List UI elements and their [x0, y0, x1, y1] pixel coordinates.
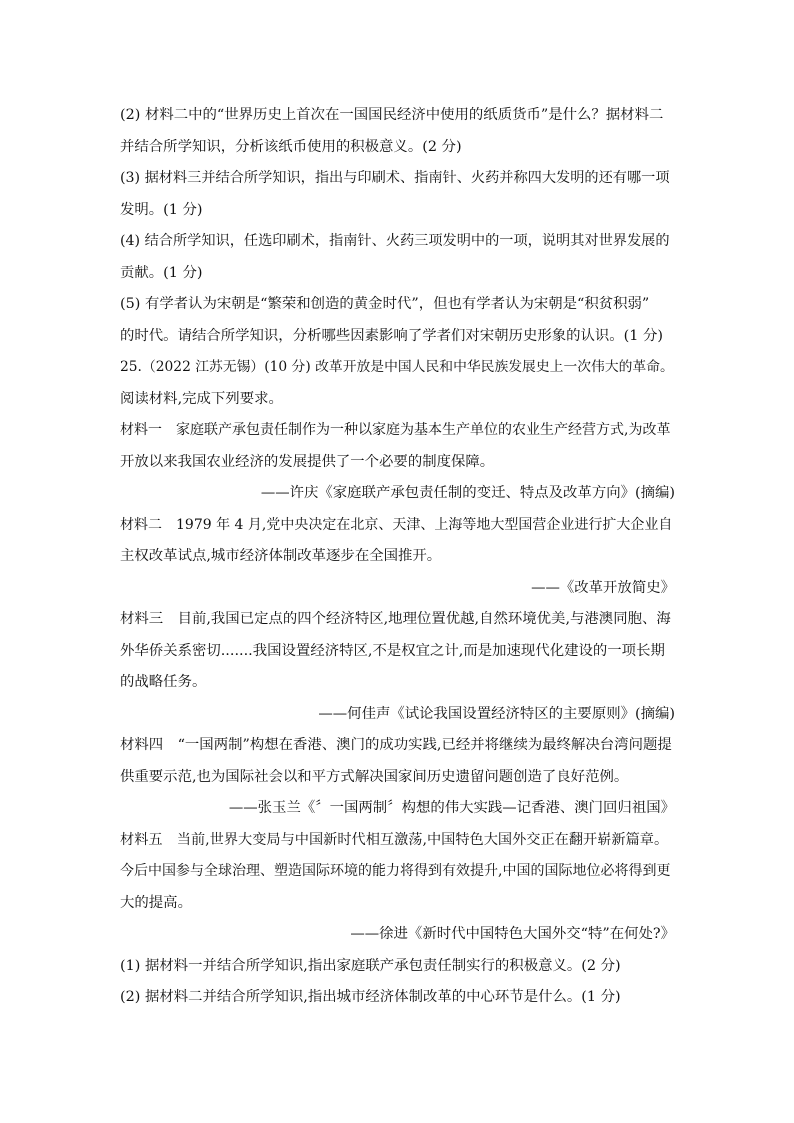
text-line: 开放以来我国农业经济的发展提供了一个必要的制度保障。 — [120, 453, 495, 470]
text-line: 的时代。请结合所学知识，分析哪些因素影响了学者们对宋朝历史形象的认识。(1 分) — [120, 327, 664, 344]
source-citation-line: ——徐进《新时代中国特色大国外交“特”在何处?》 — [350, 926, 675, 942]
text-line: 供重要示范,也为国际社会以和平方式解决国家间历史遗留问题创造了良好范例。 — [120, 768, 629, 785]
source-citation-line: ——许庆《家庭联产承包责任制的变迁、特点及改革方向》(摘编) — [260, 485, 675, 501]
text-line: (5) 有学者认为宋朝是“繁荣和创造的黄金时代”，但也有学者认为宋朝是“积贫积弱” — [120, 296, 650, 312]
text-line: 25.（2022 江苏无锡）(10 分) 改革开放是中国人民和中华民族发展史上一次伟大的革命。 — [120, 359, 674, 375]
text-line: 材料四 “一国两制”构想在香港、澳门的成功实践,已经并将继续为最终解决台湾问题提 — [120, 737, 672, 753]
text-line: (2) 据材料二并结合所学知识,指出城市经济体制改革的中心环节是什么。(1 分) — [120, 989, 621, 1005]
document-body — [120, 100, 675, 1014]
text-line: 材料二 1979 年 4 月,党中央决定在北京、天津、上海等地大型国营企业进行扩大企业自 — [120, 516, 673, 533]
text-line: (1) 据材料一并结合所学知识,指出家庭联产承包责任制实行的积极意义。(2 分) — [120, 957, 621, 974]
text-line: 外华侨关系密切.......我国设置经济特区,不是权宜之计,而是加速现代化建设的一项长期 — [120, 642, 665, 659]
text-line: (4) 结合所学知识，任选印刷术，指南针、火药三项发明中的一项，说明其对世界发展的 — [120, 233, 670, 249]
text-line: 发明。(1 分) — [120, 201, 203, 218]
text-line: (3) 据材料三并结合所学知识，指出与印刷术、指南针、火药并称四大发明的还有哪一项 — [120, 170, 670, 186]
source-citation-line: ——张玉兰《〞一国两制〞构想的伟大实践—记香港、澳门回归祖国》 — [228, 800, 675, 816]
text-line: 主权改革试点,城市经济体制改革逐步在全国推开。 — [120, 548, 442, 564]
text-line: 材料五 当前,世界大变局与中国新时代相互激荡,中国特色大国外交正在翻开崭新篇章。 — [120, 831, 669, 848]
source-citation-line: ——《改革开放简史》 — [531, 579, 675, 596]
text-line: 并结合所学知识，分析该纸币使用的积极意义。(2 分) — [120, 138, 462, 155]
source-citation-line: ——何佳声《试论我国设置经济特区的主要原则》(摘编) — [318, 705, 675, 722]
text-line: 今后中国参与全球治理、塑造国际环境的能力将得到有效提升,中国的国际地位必将得到更 — [120, 863, 671, 879]
text-line: 的战略任务。 — [120, 674, 207, 690]
text-line: 材料一 家庭联产承包责任制作为一种以家庭为基本生产单位的农业生产经营方式,为改革 — [120, 422, 671, 438]
text-line: (2) 材料二中的“世界历史上首次在一国国民经济中使用的纸质货币”是什么？据材料二 — [120, 107, 664, 123]
text-line: 大的提高。 — [120, 894, 192, 911]
text-line: 材料三 目前,我国已定点的四个经济特区,地理位置优越,自然环境优美,与港澳同胞、海 — [120, 611, 671, 627]
text-line: 阅读材料,完成下列要求。 — [120, 390, 283, 407]
text-line: 贡献。(1 分) — [120, 264, 203, 281]
